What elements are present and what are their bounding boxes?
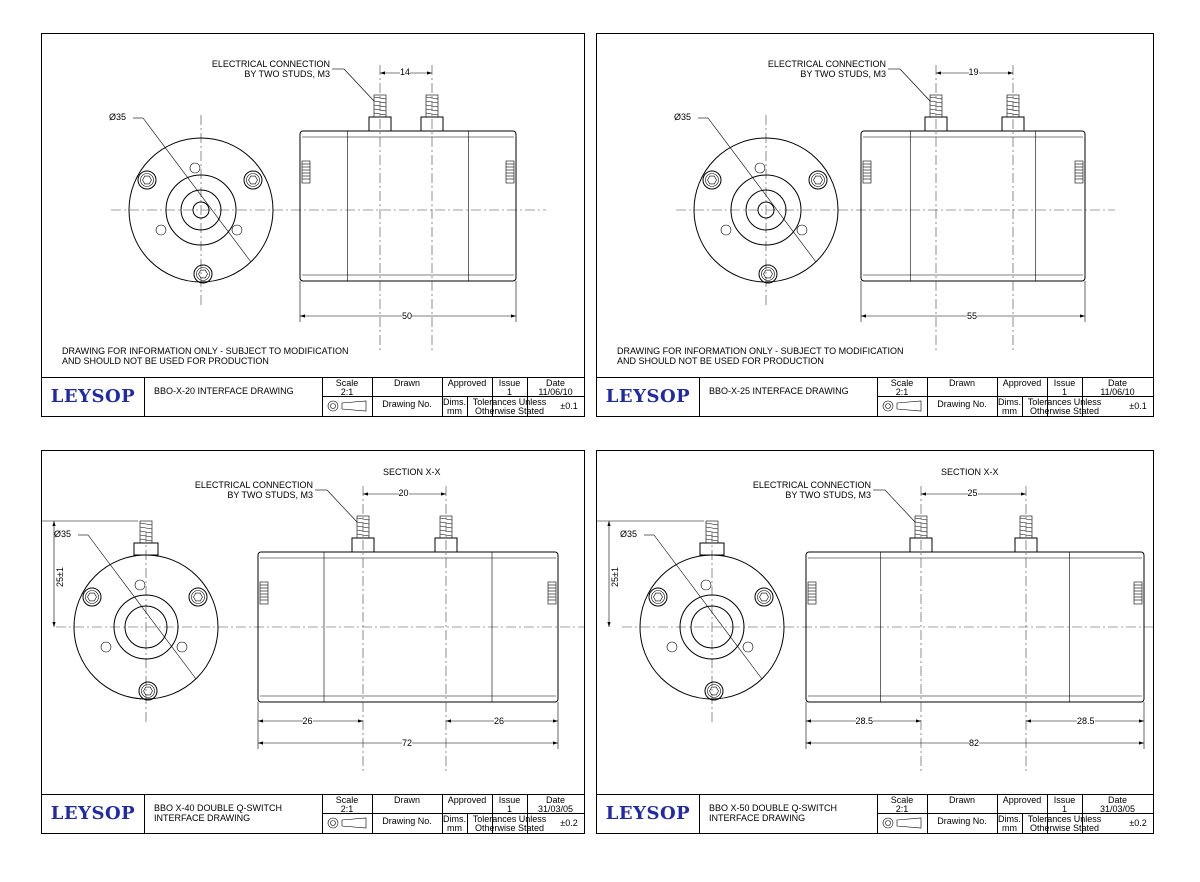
date-label: Date — [545, 378, 565, 388]
mount-hole — [797, 225, 807, 235]
tolerance-value: ±0.1 — [1129, 401, 1147, 411]
drawn-label: Drawn — [948, 378, 975, 388]
height-dimension-label: 25±1 — [55, 567, 65, 587]
dims-label: Dims. — [998, 397, 1021, 407]
stud-spacing-label: 19 — [968, 67, 979, 77]
issue-label: Issue — [498, 378, 521, 388]
overall-length-label: 55 — [967, 311, 978, 321]
date-value: 11/06/10 — [538, 387, 573, 397]
drawing-sheet-bbo-x-20 — [41, 33, 585, 417]
scale-value: 2:1 — [895, 387, 909, 397]
mount-hole — [135, 580, 145, 590]
information-note — [617, 346, 1017, 366]
side-set-screw — [302, 161, 310, 183]
cylinder-body — [861, 131, 1085, 281]
stud-1 — [369, 65, 391, 351]
diameter-leader — [654, 535, 762, 679]
mount-hole — [721, 225, 731, 235]
tolerances-line-2: Otherwise Stated — [474, 406, 545, 416]
note-line: DRAWING FOR INFORMATION ONLY - SUBJECT TO MODIFICATION — [62, 346, 349, 356]
stud-spacing-label: 20 — [398, 488, 409, 498]
mount-hole — [232, 225, 242, 235]
drawing-title: BBO-X-20 INTERFACE DRAWING — [154, 386, 294, 396]
side-dimension-label: 28.5 — [1077, 716, 1095, 726]
callout-line: ELECTRICAL CONNECTION — [752, 480, 871, 490]
tolerances-line-1: Tolerances Unless — [1027, 814, 1102, 824]
date-value: 31/03/05 — [537, 804, 574, 814]
side-set-screw — [1134, 582, 1142, 604]
note-line: AND SHOULD NOT BE USED FOR PRODUCTION — [617, 356, 824, 366]
date-label: Date — [1107, 378, 1127, 388]
drawing-no-label: Drawing No. — [937, 399, 987, 409]
diameter-leader — [143, 118, 251, 262]
front-view — [42, 521, 584, 722]
stud-1 — [352, 486, 374, 772]
side-dimension-label: 26 — [302, 716, 313, 726]
scale-value: 2:1 — [340, 387, 354, 397]
dims-unit: mm — [447, 823, 462, 833]
title-block — [42, 377, 584, 416]
tolerance-value: ±0.2 — [560, 818, 578, 828]
approved-label: Approved — [1002, 378, 1042, 388]
approved-label: Approved — [447, 378, 487, 388]
drawing-no-label: Drawing No. — [382, 399, 432, 409]
mount-hole — [101, 642, 111, 652]
drawing-title: BBO X-40 DOUBLE Q-SWITCH INTERFACE DRAWING — [154, 803, 283, 823]
side-view — [806, 486, 1144, 772]
title-block-divider — [467, 396, 468, 416]
leysop-logo: LEYSOP — [42, 378, 145, 416]
approved-label: Approved — [447, 795, 487, 805]
dims-label: Dims. — [443, 397, 466, 407]
tolerances-line-1: Tolerances Unless — [472, 814, 547, 824]
screw-head — [83, 588, 101, 606]
screw-head — [139, 682, 157, 700]
drawn-label: Drawn — [393, 378, 420, 388]
side-view — [300, 65, 516, 351]
side-dimension-label: 26 — [494, 716, 505, 726]
overall-length-label: 72 — [402, 738, 413, 748]
tolerances-line-2: Otherwise Stated — [1029, 823, 1100, 833]
electrical-connection-callout — [756, 59, 886, 79]
side-set-screw — [260, 582, 268, 604]
side-set-screw — [808, 582, 816, 604]
date-value: 31/03/05 — [1099, 804, 1136, 814]
scale-label: Scale — [335, 378, 359, 388]
drawing-no-label: Drawing No. — [382, 816, 432, 826]
overall-length-label: 82 — [969, 738, 980, 748]
overall-length-label: 50 — [402, 311, 413, 321]
leysop-logo: LEYSOP — [597, 378, 700, 416]
tolerances-line-2: Otherwise Stated — [1029, 406, 1100, 416]
note-line: DRAWING FOR INFORMATION ONLY - SUBJECT TO MODIFICATION — [617, 346, 904, 356]
drawing-title: BBO-X-25 INTERFACE DRAWING — [709, 386, 849, 396]
diameter-label: Ø35 — [620, 529, 638, 539]
mount-hole — [177, 642, 187, 652]
screw-head — [705, 682, 723, 700]
tolerances-line-2: Otherwise Stated — [474, 823, 545, 833]
mount-hole — [667, 642, 677, 652]
date-label: Date — [545, 795, 565, 805]
scale-label: Scale — [335, 795, 359, 805]
drawn-label: Drawn — [393, 795, 420, 805]
cylinder-body — [300, 131, 516, 281]
third-angle-projection-icon — [881, 815, 925, 831]
issue-value: 1 — [506, 804, 512, 814]
issue-label: Issue — [498, 795, 521, 805]
side-set-screw — [863, 161, 871, 183]
screw-head — [759, 265, 777, 283]
title-block-divider — [467, 813, 468, 833]
title-block — [42, 794, 584, 833]
electrical-connection-callout — [741, 480, 871, 500]
diameter-leader — [708, 118, 816, 262]
stud-2 — [421, 65, 443, 351]
tolerance-value: ±0.2 — [1129, 818, 1147, 828]
mount-hole — [755, 163, 765, 173]
title-block-divider — [1022, 396, 1023, 416]
drawing-sheet-bbo-x-25 — [596, 33, 1154, 417]
section-label: SECTION X-X — [941, 467, 999, 477]
scale-label: Scale — [890, 795, 914, 805]
issue-value: 1 — [506, 387, 512, 397]
title-block — [597, 377, 1153, 416]
screw-head — [703, 171, 721, 189]
issue-value: 1 — [1061, 387, 1067, 397]
scale-value: 2:1 — [340, 804, 354, 814]
stud-2 — [1015, 486, 1037, 772]
drawing-title: BBO X-50 DOUBLE Q-SWITCH INTERFACE DRAWING — [709, 803, 838, 823]
dims-unit: mm — [1002, 406, 1017, 416]
callout-line: BY TWO STUDS, M3 — [227, 490, 313, 500]
tolerance-value: ±0.1 — [560, 401, 578, 411]
side-view — [258, 486, 558, 772]
callout-line: BY TWO STUDS, M3 — [785, 490, 871, 500]
stud-2 — [1002, 65, 1024, 351]
electrical-connection-callout — [200, 59, 330, 79]
screw-head — [649, 588, 667, 606]
stud-2 — [435, 486, 457, 772]
stud-spacing-label: 25 — [967, 488, 978, 498]
drawing-sheet-bbo-x-50 — [596, 450, 1154, 834]
drawing-no-label: Drawing No. — [937, 816, 987, 826]
callout-line: ELECTRICAL CONNECTION — [211, 59, 330, 69]
diameter-label: Ø35 — [54, 529, 72, 539]
date-label: Date — [1107, 795, 1127, 805]
drawing-graphics — [42, 451, 584, 833]
stud-1 — [925, 65, 947, 351]
front-view — [676, 115, 1115, 305]
screw-head — [809, 171, 827, 189]
front-view — [111, 115, 546, 305]
callout-line: BY TWO STUDS, M3 — [244, 69, 330, 79]
callout-line: ELECTRICAL CONNECTION — [194, 480, 313, 490]
callout-line: BY TWO STUDS, M3 — [800, 69, 886, 79]
dims-label: Dims. — [443, 814, 466, 824]
third-angle-projection-icon — [881, 398, 925, 414]
mount-hole — [156, 225, 166, 235]
side-dimension-label: 28.5 — [855, 716, 874, 726]
approved-label: Approved — [1002, 795, 1042, 805]
leysop-logo: LEYSOP — [42, 795, 145, 833]
side-set-screw — [548, 582, 556, 604]
scale-value: 2:1 — [895, 804, 909, 814]
callout-leader — [900, 69, 930, 101]
callout-leader — [327, 490, 357, 522]
title-block-divider — [1022, 813, 1023, 833]
height-dimension-label: 25±1 — [610, 567, 620, 587]
drawn-label: Drawn — [948, 795, 975, 805]
screw-head — [244, 171, 262, 189]
mount-hole — [190, 163, 200, 173]
dims-unit: mm — [447, 406, 462, 416]
third-angle-projection-icon — [326, 398, 370, 414]
screw-head — [755, 588, 773, 606]
callout-leader — [885, 490, 915, 522]
screw-head — [138, 171, 156, 189]
issue-value: 1 — [1061, 804, 1067, 814]
information-note — [62, 346, 462, 366]
diameter-leader — [88, 535, 196, 679]
third-angle-projection-icon — [326, 815, 370, 831]
section-label: SECTION X-X — [383, 467, 441, 477]
stud-1 — [910, 486, 932, 772]
title-block — [597, 794, 1153, 833]
drawing-graphics — [597, 451, 1153, 833]
drawing-sheet-bbo-x-40 — [41, 450, 585, 834]
callout-leader — [344, 69, 374, 101]
tolerances-line-1: Tolerances Unless — [1027, 397, 1102, 407]
side-view — [861, 65, 1085, 351]
dims-label: Dims. — [998, 814, 1021, 824]
side-set-screw — [506, 161, 514, 183]
issue-label: Issue — [1053, 795, 1076, 805]
mount-hole — [743, 642, 753, 652]
diameter-label: Ø35 — [674, 112, 692, 122]
screw-head — [189, 588, 207, 606]
callout-line: ELECTRICAL CONNECTION — [767, 59, 886, 69]
note-line: AND SHOULD NOT BE USED FOR PRODUCTION — [62, 356, 269, 366]
electrical-connection-callout — [183, 480, 313, 500]
side-set-screw — [1075, 161, 1083, 183]
date-value: 11/06/10 — [1100, 387, 1135, 397]
mount-hole — [701, 580, 711, 590]
dims-unit: mm — [1002, 823, 1017, 833]
diameter-label: Ø35 — [109, 112, 127, 122]
leysop-logo: LEYSOP — [597, 795, 700, 833]
screw-head — [194, 265, 212, 283]
issue-label: Issue — [1053, 378, 1076, 388]
tolerances-line-1: Tolerances Unless — [472, 397, 547, 407]
stud-spacing-label: 14 — [400, 67, 411, 77]
scale-label: Scale — [890, 378, 914, 388]
